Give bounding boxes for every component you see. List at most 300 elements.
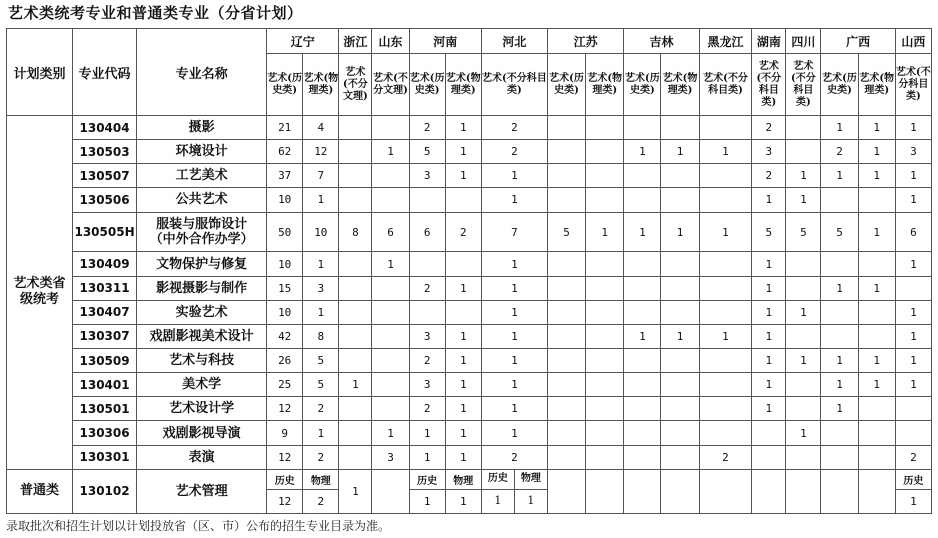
plan-count — [339, 140, 372, 164]
plan-count — [895, 421, 931, 445]
plan-count: 2 — [699, 445, 752, 469]
plan-count: 1 — [661, 212, 699, 252]
plan-count — [786, 324, 821, 348]
major-code: 130401 — [73, 373, 137, 397]
plan-count — [586, 300, 624, 324]
plan-count: 1 — [752, 276, 786, 300]
plan-count — [786, 397, 821, 421]
header-sub: 艺术(历史类) — [267, 54, 303, 116]
plan-count: 2 — [303, 445, 339, 469]
plan-count — [372, 349, 409, 373]
cell-empty — [547, 469, 585, 513]
plan-count — [372, 300, 409, 324]
plan-count — [409, 252, 445, 276]
cell-empty — [821, 469, 858, 513]
plan-count: 3 — [409, 373, 445, 397]
major-code: 130407 — [73, 300, 137, 324]
header-sub: 艺术(历史类) — [624, 54, 661, 116]
plan-count: 10 — [267, 252, 303, 276]
plan-count — [858, 397, 895, 421]
plan-count — [624, 397, 661, 421]
plan-count: 1 — [372, 252, 409, 276]
plan-count — [339, 445, 372, 469]
plan-count — [339, 300, 372, 324]
plan-count — [339, 421, 372, 445]
plan-count — [661, 300, 699, 324]
header-sub: 艺术(物理类) — [858, 54, 895, 116]
label-history: 历史 — [409, 469, 445, 489]
major-name: 艺术与科技 — [137, 349, 267, 373]
plan-count — [547, 300, 585, 324]
plan-count: 1 — [858, 140, 895, 164]
plan-count — [586, 349, 624, 373]
plan-count: 1 — [481, 252, 547, 276]
plan-count: 1 — [624, 212, 661, 252]
plan-count — [699, 164, 752, 188]
plan-count: 1 — [303, 421, 339, 445]
plan-count — [858, 252, 895, 276]
plan-count — [586, 140, 624, 164]
plan-count — [547, 445, 585, 469]
cell-empty — [786, 469, 821, 513]
plan-count: 1 — [445, 373, 481, 397]
plan-count — [661, 164, 699, 188]
plan-count: 1 — [895, 164, 931, 188]
plan-count — [339, 164, 372, 188]
plan-count: 1 — [858, 164, 895, 188]
major-name: 公共艺术 — [137, 188, 267, 212]
plan-count — [699, 252, 752, 276]
plan-count: 12 — [267, 397, 303, 421]
plan-count: 3 — [895, 140, 931, 164]
major-name: 服装与服饰设计（中外合作办学） — [137, 212, 267, 252]
plan-count — [699, 397, 752, 421]
plan-count: 12 — [303, 140, 339, 164]
table-row — [7, 276, 932, 300]
table-row — [7, 300, 932, 324]
major-code: 130509 — [73, 349, 137, 373]
plan-count: 1 — [752, 373, 786, 397]
plan-count — [821, 445, 858, 469]
plan-count: 26 — [267, 349, 303, 373]
header-sub: 艺术(物理类) — [445, 54, 481, 116]
footnote: 录取批次和招生计划以计划投放省（区、市）公布的招生专业目录为准。 — [6, 519, 391, 533]
plan-count — [821, 188, 858, 212]
plan-count: 2 — [445, 212, 481, 252]
plan-count: 1 — [858, 349, 895, 373]
table-row — [7, 116, 932, 140]
plan-count — [821, 300, 858, 324]
plan-count: 1 — [445, 116, 481, 140]
header-province: 黑龙江 — [699, 29, 752, 54]
general-henan-physics: 1 — [445, 489, 481, 513]
plan-count: 1 — [752, 188, 786, 212]
plan-count — [624, 252, 661, 276]
plan-count: 1 — [445, 421, 481, 445]
plan-count: 1 — [752, 349, 786, 373]
plan-count — [339, 276, 372, 300]
plan-count: 1 — [699, 140, 752, 164]
plan-count: 1 — [786, 188, 821, 212]
plan-count: 1 — [821, 164, 858, 188]
table-row — [7, 349, 932, 373]
plan-count: 1 — [895, 349, 931, 373]
plan-count: 1 — [303, 300, 339, 324]
plan-count: 2 — [303, 397, 339, 421]
art-category: 艺术类省级统考 — [7, 116, 73, 470]
plan-count: 1 — [821, 116, 858, 140]
plan-count: 1 — [409, 445, 445, 469]
plan-count: 1 — [481, 276, 547, 300]
table-row — [7, 324, 932, 348]
plan-count: 10 — [303, 212, 339, 252]
major-code: 130501 — [73, 397, 137, 421]
general-shanxi-history: 1 — [895, 489, 931, 513]
header-sub: 艺术(历史类) — [547, 54, 585, 116]
plan-count — [624, 188, 661, 212]
plan-count: 1 — [786, 421, 821, 445]
plan-count — [586, 164, 624, 188]
plan-count: 1 — [624, 140, 661, 164]
major-code: 130503 — [73, 140, 137, 164]
plan-count — [895, 397, 931, 421]
header-code: 专业代码 — [73, 29, 137, 116]
plan-count — [586, 276, 624, 300]
plan-count — [786, 116, 821, 140]
header-sub: 艺术(不分科目类) — [786, 54, 821, 116]
plan-count — [624, 300, 661, 324]
general-henan-history: 1 — [409, 489, 445, 513]
plan-count — [624, 116, 661, 140]
header-sub: 艺术(物理类) — [661, 54, 699, 116]
plan-count — [586, 373, 624, 397]
plan-count — [699, 349, 752, 373]
plan-count: 1 — [699, 324, 752, 348]
plan-count: 7 — [303, 164, 339, 188]
major-name: 艺术设计学 — [137, 397, 267, 421]
plan-count — [895, 276, 931, 300]
cell-empty — [372, 469, 409, 513]
general-code: 130102 — [73, 469, 137, 513]
table-row — [7, 188, 932, 212]
plan-count: 10 — [267, 300, 303, 324]
plan-count — [586, 421, 624, 445]
plan-count — [661, 397, 699, 421]
plan-count: 1 — [445, 324, 481, 348]
plan-count: 1 — [481, 324, 547, 348]
plan-count: 1 — [895, 373, 931, 397]
header-province: 四川 — [786, 29, 821, 54]
major-name: 实验艺术 — [137, 300, 267, 324]
plan-count — [445, 188, 481, 212]
plan-count: 1 — [895, 252, 931, 276]
plan-count: 1 — [481, 188, 547, 212]
plan-count: 2 — [752, 164, 786, 188]
cell-empty — [661, 469, 699, 513]
plan-count — [699, 276, 752, 300]
table-row — [7, 397, 932, 421]
major-code: 130311 — [73, 276, 137, 300]
plan-count — [339, 324, 372, 348]
hebei-split-label — [481, 469, 547, 489]
plan-count — [372, 164, 409, 188]
header-province: 河北 — [481, 29, 547, 54]
plan-count: 1 — [895, 324, 931, 348]
general-name: 艺术管理 — [137, 469, 267, 513]
plan-count: 8 — [303, 324, 339, 348]
major-name: 摄影 — [137, 116, 267, 140]
header-sub: 艺术(物理类) — [586, 54, 624, 116]
plan-count — [624, 421, 661, 445]
plan-count: 2 — [409, 116, 445, 140]
plan-count — [586, 116, 624, 140]
header-sub: 艺术(不分文理) — [339, 54, 372, 116]
plan-count: 1 — [481, 164, 547, 188]
header-sub: 艺术(历史类) — [821, 54, 858, 116]
plan-count — [858, 421, 895, 445]
plan-count — [661, 116, 699, 140]
plan-count: 2 — [752, 116, 786, 140]
header-sub: 艺术(不分科目类) — [699, 54, 752, 116]
table-row — [7, 421, 932, 445]
header-province: 山西 — [895, 29, 931, 54]
plan-count — [858, 188, 895, 212]
plan-count: 1 — [895, 300, 931, 324]
plan-count — [372, 276, 409, 300]
plan-count — [547, 140, 585, 164]
label-physics: 物理 — [445, 469, 481, 489]
cell-empty — [586, 469, 624, 513]
plan-count — [624, 276, 661, 300]
table-row — [7, 212, 932, 252]
plan-count — [409, 188, 445, 212]
plan-count: 1 — [821, 276, 858, 300]
plan-count: 3 — [303, 276, 339, 300]
plan-count — [699, 188, 752, 212]
header-province: 江苏 — [547, 29, 623, 54]
plan-count: 1 — [752, 324, 786, 348]
plan-count: 1 — [624, 324, 661, 348]
plan-count — [752, 421, 786, 445]
plan-count: 1 — [858, 276, 895, 300]
plan-count: 1 — [858, 212, 895, 252]
plan-count — [586, 397, 624, 421]
plan-count: 2 — [481, 140, 547, 164]
plan-count — [547, 349, 585, 373]
cell-empty — [752, 469, 786, 513]
plan-count: 62 — [267, 140, 303, 164]
plan-count: 1 — [445, 140, 481, 164]
plan-count — [547, 188, 585, 212]
general-hebei-history: 1 — [482, 490, 515, 513]
plan-count: 2 — [895, 445, 931, 469]
plan-count: 1 — [372, 140, 409, 164]
plan-count: 2 — [409, 349, 445, 373]
page-title: 艺术类统考专业和普通类专业（分省计划） — [8, 4, 303, 22]
plan-count: 6 — [372, 212, 409, 252]
general-category: 普通类 — [7, 469, 73, 513]
header-province: 浙江 — [339, 29, 372, 54]
major-code: 130301 — [73, 445, 137, 469]
plan-count: 5 — [303, 349, 339, 373]
plan-count: 1 — [752, 252, 786, 276]
major-code: 130506 — [73, 188, 137, 212]
plan-count: 1 — [303, 252, 339, 276]
header-province: 湖南 — [752, 29, 786, 54]
plan-count: 1 — [481, 397, 547, 421]
plan-count: 5 — [409, 140, 445, 164]
major-code: 130505H — [73, 212, 137, 252]
plan-count — [339, 397, 372, 421]
plan-count — [586, 188, 624, 212]
plan-count — [661, 276, 699, 300]
plan-count — [339, 252, 372, 276]
plan-count: 2 — [481, 116, 547, 140]
major-name: 戏剧影视美术设计 — [137, 324, 267, 348]
label-physics: 物理 — [303, 469, 339, 489]
plan-count — [372, 373, 409, 397]
plan-count: 1 — [372, 421, 409, 445]
plan-count — [547, 324, 585, 348]
general-zhejiang-value: 1 — [339, 469, 372, 513]
plan-count — [339, 188, 372, 212]
plan-count — [858, 300, 895, 324]
plan-count — [624, 349, 661, 373]
table-row — [7, 164, 932, 188]
header-province: 河南 — [409, 29, 481, 54]
plan-count — [547, 252, 585, 276]
plan-count: 1 — [699, 212, 752, 252]
plan-count: 1 — [821, 349, 858, 373]
plan-count: 5 — [821, 212, 858, 252]
major-code: 130507 — [73, 164, 137, 188]
plan-count: 25 — [267, 373, 303, 397]
plan-count — [858, 445, 895, 469]
header-sub: 艺术(不分科目类) — [895, 54, 931, 116]
plan-count — [547, 421, 585, 445]
plan-count — [661, 445, 699, 469]
plan-count — [547, 373, 585, 397]
plan-count — [821, 324, 858, 348]
plan-count: 1 — [481, 421, 547, 445]
plan-count — [821, 252, 858, 276]
plan-count: 1 — [481, 349, 547, 373]
table-row — [7, 252, 932, 276]
plan-count: 1 — [481, 373, 547, 397]
plan-count — [586, 445, 624, 469]
plan-count: 7 — [481, 212, 547, 252]
header-province: 山东 — [372, 29, 409, 54]
label-history: 历史 — [267, 469, 303, 489]
plan-count: 1 — [586, 212, 624, 252]
plan-count: 3 — [752, 140, 786, 164]
plan-count — [624, 373, 661, 397]
cell-empty — [858, 469, 895, 513]
plan-count: 9 — [267, 421, 303, 445]
plan-count: 1 — [339, 373, 372, 397]
plan-count — [586, 324, 624, 348]
plan-count: 1 — [661, 324, 699, 348]
plan-count — [821, 421, 858, 445]
major-code: 130404 — [73, 116, 137, 140]
plan-count: 15 — [267, 276, 303, 300]
plan-count — [547, 397, 585, 421]
plan-count — [786, 445, 821, 469]
cell-empty — [699, 469, 752, 513]
plan-count — [586, 252, 624, 276]
plan-count — [372, 116, 409, 140]
plan-count: 1 — [661, 140, 699, 164]
plan-count — [661, 188, 699, 212]
major-name: 表演 — [137, 445, 267, 469]
plan-count — [409, 300, 445, 324]
plan-count — [624, 164, 661, 188]
plan-count: 1 — [895, 188, 931, 212]
plan-count: 3 — [409, 164, 445, 188]
general-liaoning-physics: 2 — [303, 489, 339, 513]
plan-count — [752, 445, 786, 469]
plan-count: 2 — [481, 445, 547, 469]
plan-count — [699, 373, 752, 397]
plan-count — [339, 116, 372, 140]
header-sub: 艺术(物理类) — [303, 54, 339, 116]
plan-count — [547, 164, 585, 188]
plan-count — [661, 373, 699, 397]
plan-count: 1 — [445, 164, 481, 188]
plan-count: 1 — [303, 188, 339, 212]
plan-count: 4 — [303, 116, 339, 140]
major-name: 文物保护与修复 — [137, 252, 267, 276]
major-name: 影视摄影与制作 — [137, 276, 267, 300]
general-hebei-physics: 1 — [527, 493, 535, 507]
general-liaoning-history: 12 — [267, 489, 303, 513]
plan-count: 10 — [267, 188, 303, 212]
plan-count: 1 — [786, 349, 821, 373]
plan-count: 21 — [267, 116, 303, 140]
header-province: 辽宁 — [267, 29, 339, 54]
major-code: 130409 — [73, 252, 137, 276]
header-sub: 艺术(不分科目类) — [752, 54, 786, 116]
plan-count: 37 — [267, 164, 303, 188]
plan-count: 1 — [481, 300, 547, 324]
plan-count — [445, 300, 481, 324]
plan-count — [661, 421, 699, 445]
plan-count: 42 — [267, 324, 303, 348]
plan-count: 3 — [372, 445, 409, 469]
plan-count: 1 — [895, 116, 931, 140]
plan-count — [372, 188, 409, 212]
header-province: 吉林 — [624, 29, 699, 54]
plan-count: 2 — [409, 276, 445, 300]
major-code: 130307 — [73, 324, 137, 348]
plan-count: 5 — [786, 212, 821, 252]
plan-count — [661, 349, 699, 373]
plan-count: 8 — [339, 212, 372, 252]
plan-count — [699, 421, 752, 445]
plan-count — [547, 116, 585, 140]
plan-count: 1 — [752, 300, 786, 324]
plan-count: 6 — [895, 212, 931, 252]
plan-count — [624, 445, 661, 469]
plan-count: 2 — [821, 140, 858, 164]
plan-count: 50 — [267, 212, 303, 252]
plan-count — [699, 116, 752, 140]
label-physics: 物理 — [520, 472, 541, 484]
major-name: 环境设计 — [137, 140, 267, 164]
header-province: 广西 — [821, 29, 895, 54]
header-name: 专业名称 — [137, 29, 267, 116]
plan-count: 1 — [445, 276, 481, 300]
